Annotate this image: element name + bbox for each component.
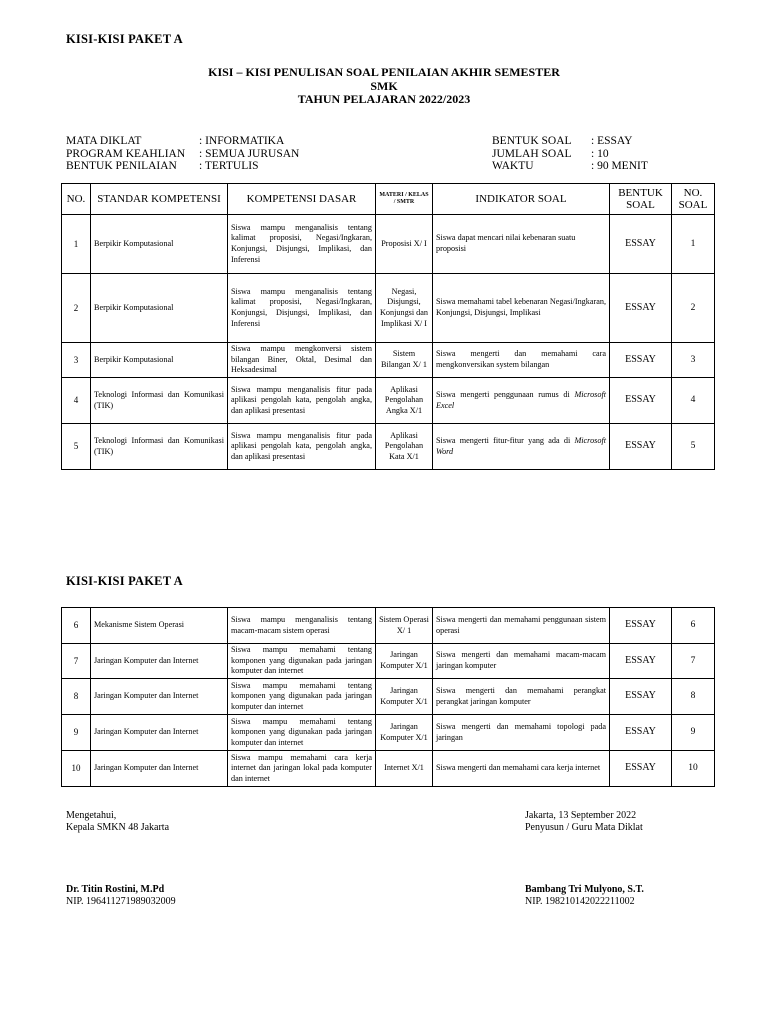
table-row (62, 644, 715, 679)
signature-left (66, 810, 169, 834)
row-no: 7 (62, 644, 91, 679)
row-materi: Jaringan Komputer X/1 (376, 644, 433, 679)
row-no: 2 (62, 274, 91, 343)
row-kompetensi-dasar: Siswa mampu memahami tentang komponen yang digunakan pada jaringan komputer dan internet (228, 679, 376, 715)
info-row (66, 160, 299, 173)
row-no-soal: 4 (672, 378, 715, 424)
row-no: 3 (62, 343, 91, 378)
info-label: MATA DIKLAT (66, 135, 142, 147)
row-indikator-text: Siswa mengerti penggunaan rumus di (436, 389, 575, 399)
table-row (62, 378, 715, 424)
row-bentuk-soal: ESSAY (610, 274, 672, 343)
row-standar-kompetensi: Jaringan Komputer dan Internet (91, 715, 228, 751)
row-indikator: Siswa mengerti dan memahami topologi pada jaringan (433, 715, 610, 751)
row-no-soal: 3 (672, 343, 715, 378)
row-indikator (433, 424, 610, 470)
signature-right-name-block (525, 884, 644, 908)
header-bentuk-soal: BENTUK SOAL (610, 184, 672, 215)
row-bentuk-soal: ESSAY (610, 679, 672, 715)
info-label: PROGRAM KEAHLIAN (66, 147, 186, 160)
row-indikator: Siswa mengerti dan memahami cara kerja internet (433, 751, 610, 787)
table-row (62, 751, 715, 787)
row-standar-kompetensi: Mekanisme Sistem Operasi (91, 608, 228, 644)
row-indikator (433, 343, 610, 378)
info-value: : TERTULIS (199, 160, 259, 172)
row-no: 5 (62, 424, 91, 470)
row-bentuk-soal: ESSAY (610, 215, 672, 274)
table-row (62, 343, 715, 378)
row-standar-kompetensi: Jaringan Komputer dan Internet (91, 644, 228, 679)
row-no: 10 (62, 751, 91, 787)
row-no-soal: 5 (672, 424, 715, 470)
row-bentuk-soal: ESSAY (610, 343, 672, 378)
row-indikator: Siswa mengerti dan memahami penggunaan sistem operasi (433, 608, 610, 644)
row-indikator-text: Siswa dapat mencari nilai kebenaran suatu proposisi (436, 233, 576, 253)
sig-left-nip: NIP. 196411271989032009 (66, 896, 176, 907)
header-standar-kompetensi: STANDAR KOMPETENSI (91, 184, 228, 215)
title-line-2: SMK (370, 78, 398, 93)
row-bentuk-soal: ESSAY (610, 751, 672, 787)
info-value: : SEMUA JURUSAN (199, 147, 300, 160)
row-bentuk-soal: ESSAY (610, 715, 672, 751)
sig-right-name: Bambang Tri Mulyono, S.T. (525, 884, 644, 895)
row-no-soal: 1 (672, 215, 715, 274)
row-no-soal: 10 (672, 751, 715, 787)
sig-left-line2: Kepala SMKN 48 Jakarta (66, 822, 170, 833)
row-indikator (433, 215, 610, 274)
row-standar-kompetensi: Berpikir Komputasional (91, 274, 228, 343)
signature-left-name-block (66, 884, 176, 908)
sig-left-line1: Mengetahui, (66, 810, 117, 821)
row-indikator-text: Siswa mengerti fitur-fitur yang ada di (436, 435, 575, 445)
row-materi: Sistem Operasi X/ 1 (376, 608, 433, 644)
header-kompetensi-dasar: KOMPETENSI DASAR (228, 184, 376, 215)
header-indikator-soal: INDIKATOR SOAL (433, 184, 610, 215)
document-title (0, 66, 768, 107)
row-indikator-app: Microsoft Excel (436, 389, 606, 410)
paket-heading-2: KISI-KISI PAKET A (66, 574, 183, 588)
row-kompetensi-dasar: Siswa mampu menganalisis tentang macam-macam sistem operasi (228, 608, 376, 644)
info-row (66, 148, 299, 161)
title-line-3: TAHUN PELAJARAN 2022/2023 (297, 92, 471, 106)
table-row (62, 424, 715, 470)
row-indikator: Siswa mengerti dan memahami macam-macam jaringan komputer (433, 644, 610, 679)
row-materi: Jaringan Komputer X/1 (376, 679, 433, 715)
row-standar-kompetensi: Teknologi Informasi dan Komunikasi (TIK) (91, 378, 228, 424)
row-indikator (433, 274, 610, 343)
info-value: : ESSAY (591, 135, 633, 147)
title-line-1: KISI – KISI PENULISAN SOAL PENILAIAN AKHIR SEMESTER (208, 65, 560, 79)
kisi-table-2 (61, 607, 715, 787)
table-row (62, 608, 715, 644)
table-row (62, 274, 715, 343)
sig-left-name: Dr. Titin Rostini, M.Pd (66, 884, 165, 895)
row-standar-kompetensi: Teknologi Informasi dan Komunikasi (TIK) (91, 424, 228, 470)
row-indikator-app: Microsoft Word (436, 435, 606, 456)
info-row (66, 135, 299, 148)
sig-right-nip: NIP. 198210142022211002 (525, 896, 635, 907)
row-no-soal: 9 (672, 715, 715, 751)
row-indikator-text: Siswa memahami tabel kebenaran Negasi/Ingkaran, Konjungsi, Disjungsi, Implikasi (436, 297, 606, 317)
row-no: 9 (62, 715, 91, 751)
row-kompetensi-dasar: Siswa mampu menganalisis fitur pada aplikasi pengolah kata, pengolah angka, dan aplikasi presentasi (228, 424, 376, 470)
header-materi: MATERI / KELAS / SMTR (376, 184, 433, 215)
row-kompetensi-dasar: Siswa mampu menganalisis fitur pada aplikasi pengolah kata, pengolah angka, dan aplikasi presentasi (228, 378, 376, 424)
paket-heading: KISI-KISI PAKET A (66, 32, 183, 46)
table-row (62, 715, 715, 751)
row-no: 6 (62, 608, 91, 644)
table-row (62, 215, 715, 274)
row-kompetensi-dasar: Siswa mampu menganalisis tentang kalimat proposisi, Negasi/Ingkaran, Konjungsi, Disjungsi, Implikasi, dan Inferensi (228, 215, 376, 274)
info-label: WAKTU (492, 160, 534, 172)
row-materi: Proposisi X/ I (376, 215, 433, 274)
info-row (492, 160, 648, 173)
row-materi: Aplikasi Pengolahan Kata X/1 (376, 424, 433, 470)
row-materi: Sistem Bilangan X/ 1 (376, 343, 433, 378)
row-standar-kompetensi: Jaringan Komputer dan Internet (91, 679, 228, 715)
row-bentuk-soal: ESSAY (610, 378, 672, 424)
row-no-soal: 2 (672, 274, 715, 343)
sig-right-line2: Penyusun / Guru Mata Diklat (525, 822, 643, 833)
table-row (62, 679, 715, 715)
row-bentuk-soal: ESSAY (610, 608, 672, 644)
row-no-soal: 6 (672, 608, 715, 644)
info-value: : 10 (591, 147, 609, 160)
info-row (492, 148, 648, 161)
row-materi: Jaringan Komputer X/1 (376, 715, 433, 751)
row-indikator: Siswa mengerti dan memahami perangkat perangkat jaringan komputer (433, 679, 610, 715)
row-kompetensi-dasar: Siswa mampu memahami tentang komponen yang digunakan pada jaringan komputer dan internet (228, 644, 376, 679)
row-materi: Internet X/1 (376, 751, 433, 787)
info-right (492, 135, 648, 173)
info-row (492, 135, 648, 148)
signature-right (525, 810, 643, 834)
row-no-soal: 7 (672, 644, 715, 679)
row-no: 8 (62, 679, 91, 715)
row-standar-kompetensi: Jaringan Komputer dan Internet (91, 751, 228, 787)
row-indikator (433, 378, 610, 424)
kisi-table-1 (61, 183, 715, 470)
info-value: : 90 MENIT (591, 160, 648, 172)
info-label: BENTUK SOAL (492, 135, 572, 147)
info-label: JUMLAH SOAL (492, 147, 572, 160)
row-kompetensi-dasar: Siswa mampu memahami cara kerja internet dan jaringan lokal pada komputer dan internet (228, 751, 376, 787)
row-materi: Aplikasi Pengolahan Angka X/1 (376, 378, 433, 424)
row-kompetensi-dasar: Siswa mampu memahami tentang komponen yang digunakan pada jaringan komputer dan internet (228, 715, 376, 751)
header-no: NO. (62, 184, 91, 215)
header-no-soal: NO. SOAL (672, 184, 715, 215)
info-label: BENTUK PENILAIAN (66, 160, 177, 172)
row-standar-kompetensi: Berpikir Komputasional (91, 343, 228, 378)
row-no-soal: 8 (672, 679, 715, 715)
info-value: : INFORMATIKA (199, 135, 285, 147)
row-bentuk-soal: ESSAY (610, 644, 672, 679)
info-left (66, 135, 299, 173)
row-indikator-text: Siswa mengerti dan memahami cara mengkonversikan system bilangan (436, 349, 606, 369)
row-materi: Negasi, Disjungsi, Konjungsi dan Implikasi X/ I (376, 274, 433, 343)
row-standar-kompetensi: Berpikir Komputasional (91, 215, 228, 274)
row-kompetensi-dasar: Siswa mampu mengkonversi sistem bilangan Biner, Oktal, Desimal dan Heksadesimal (228, 343, 376, 378)
table-header-row (62, 184, 715, 215)
row-no: 1 (62, 215, 91, 274)
row-no: 4 (62, 378, 91, 424)
row-bentuk-soal: ESSAY (610, 424, 672, 470)
row-kompetensi-dasar: Siswa mampu menganalisis tentang kalimat proposisi, Negasi/Ingkaran, Konjungsi, Disjungsi, Implikasi, dan Inferensi (228, 274, 376, 343)
sig-right-line1: Jakarta, 13 September 2022 (525, 810, 637, 821)
